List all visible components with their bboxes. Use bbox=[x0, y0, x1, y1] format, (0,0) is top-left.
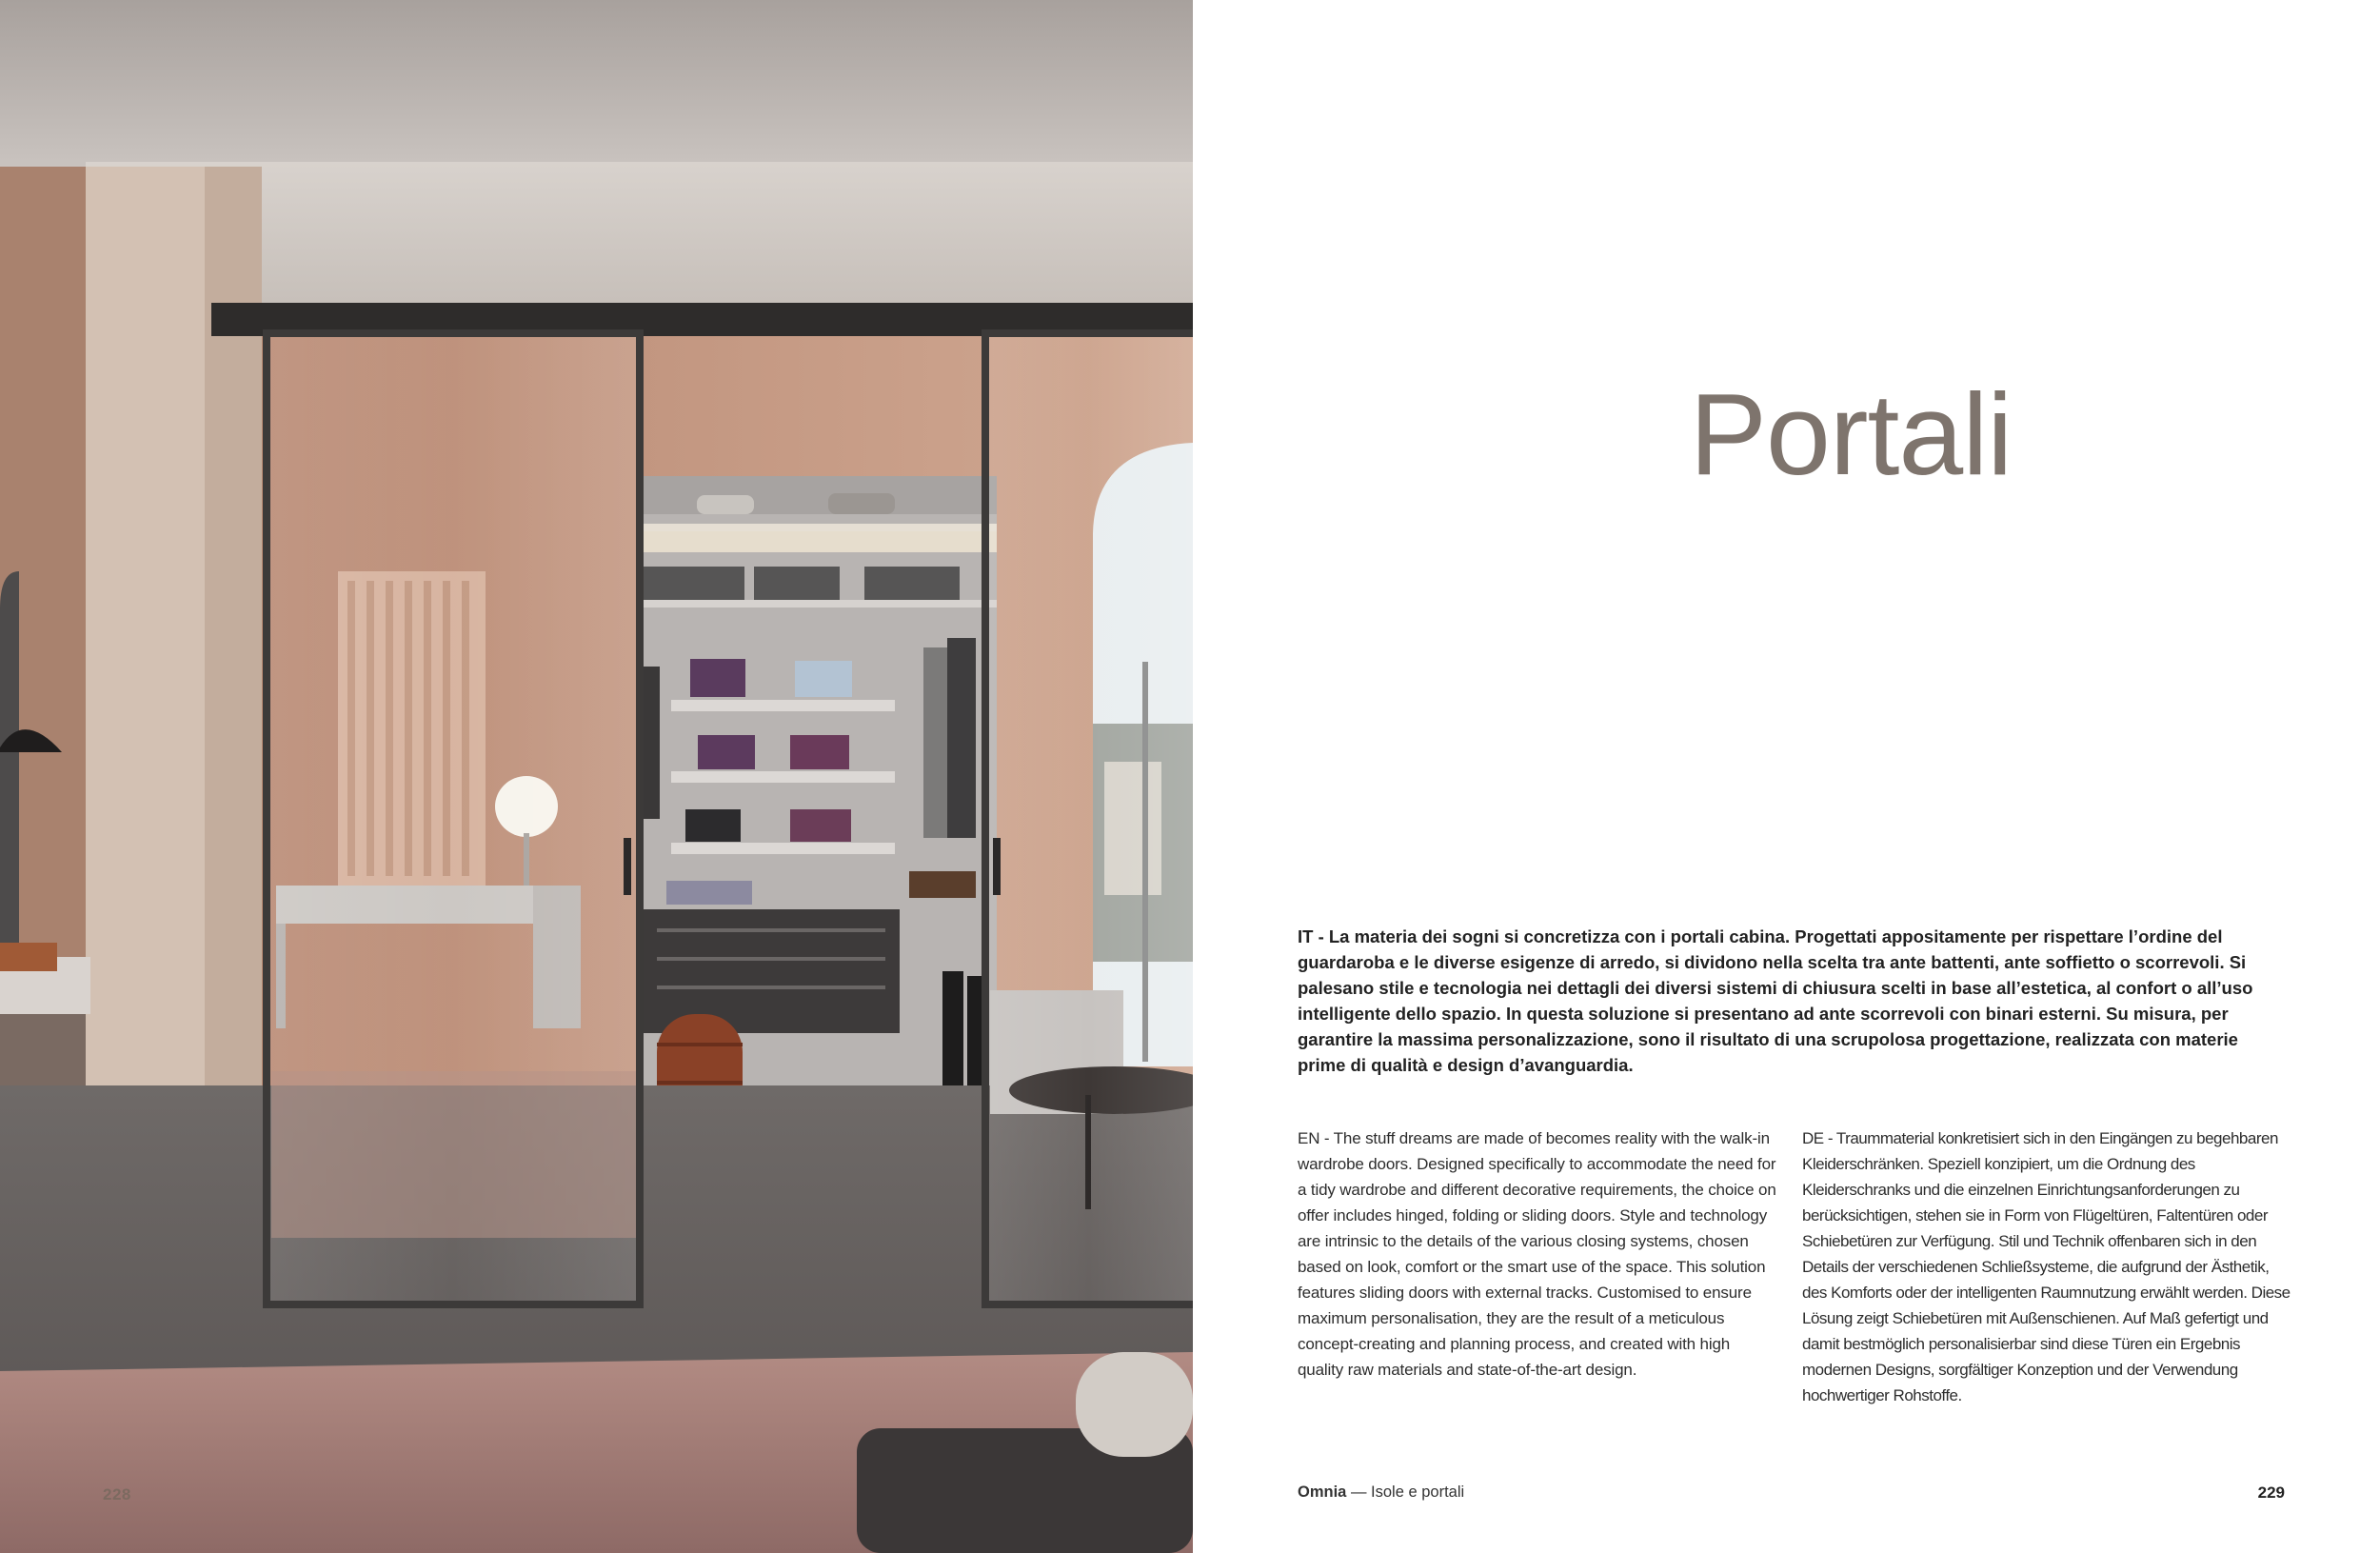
page-number-right: 229 bbox=[2257, 1483, 2285, 1502]
page-number-left: 228 bbox=[103, 1485, 131, 1503]
footer-brand: Omnia bbox=[1298, 1483, 1347, 1501]
italian-paragraph: IT - La materia dei sogni si concretizza con i portali cabina. Progettati appositamente per rispettare l’ordine del guardaroba e le diverse esigenze di arredo, si dividono nella scelta tra ante battenti, ante soffietto o scorrevoli. Si palesano stile e tecnologia nei dettagli dei diversi sistemi di chiusura scelti in base all’estetica, al confort o all’uso intelligente dello spazio. In questa soluzione si presentano ad ante scorrevoli con binari esterni. Su misura, per garantire la massima personalizzazione, sono il risultato di una scrupolosa progettazione, realizzata con materie prime di qualità e design d’avanguardia. bbox=[1298, 926, 2253, 1075]
german-paragraph: DE - Traummaterial konkretisiert sich in den Eingängen zu begehbaren Kleiderschränken. Speziell konzipiert, um die Ordnung des Kleiderschranks und die einzelnen Einrichtungsanforderungen zu berücksichtigen, stehen sie in Form von Flügeltüren, Faltentüren oder Schiebetüren zur Verfügung. Stil und Technik offenbaren sich in den Details der verschiedenen Schließsysteme, die aufgrund der Ästhetik, des Komforts oder der intelligenten Raumnutzung erwählt werden. Diese Lösung zeigt Schiebetüren mit Außenschienen. Auf Maß gefertigt und damit bestmöglich personalisierbar sind diese Türen ein Ergebnis modernen Designs, sorgfältiger Konzeption und der Verwendung hochwertiger Rohstoffe. bbox=[1802, 1129, 2291, 1404]
english-paragraph: EN - The stuff dreams are made of becomes reality with the walk-in wardrobe doors. Designed specifically to accommodate the need for a tidy wardrobe and different decorative requirements, the choice on offer includes hinged, folding or sliding doors. Style and technology are intrinsic to the details of the various closing systems, chosen based on look, comfort or the smart use of the space. This solution features sliding doors with external tracks. Customised to ensure maximum personalisation, they are the result of a meticulous concept-creating and planning process, and created with high quality raw materials and state-of-the-art design. bbox=[1298, 1129, 1776, 1379]
running-footer bbox=[1298, 1483, 1464, 1502]
page-title: Portali bbox=[1689, 369, 2013, 499]
footer-section: — Isole e portali bbox=[1346, 1483, 1465, 1501]
text-page bbox=[1193, 0, 2380, 1553]
